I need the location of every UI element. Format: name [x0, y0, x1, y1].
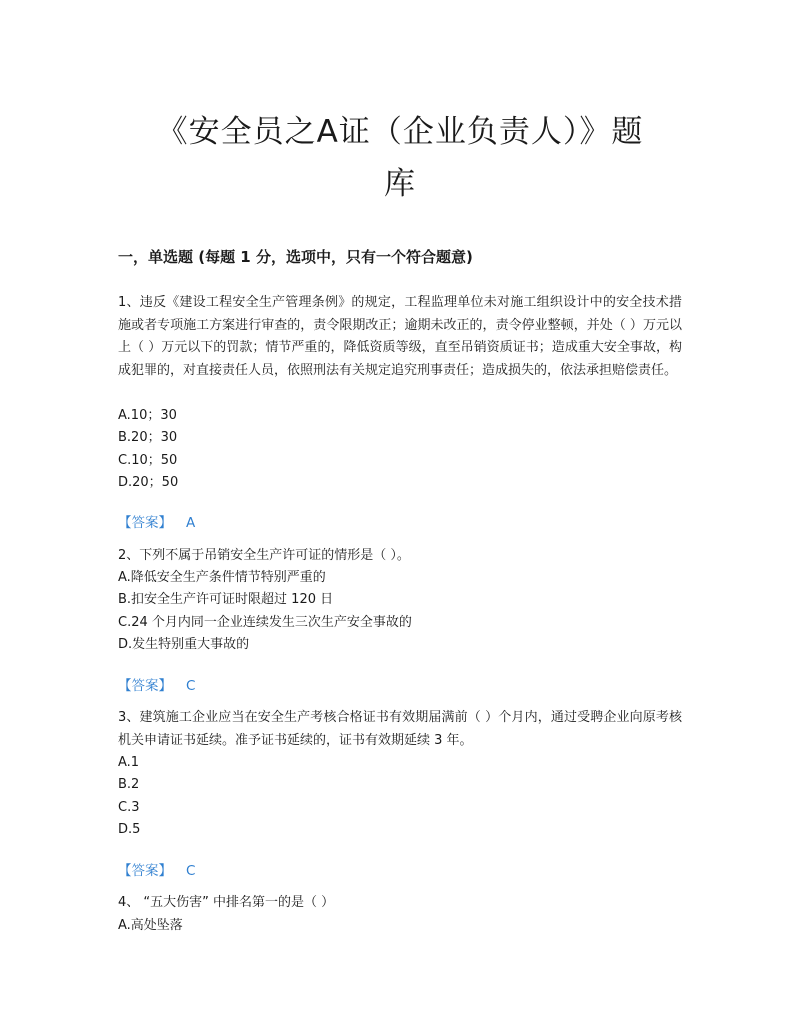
document-title [110, 106, 690, 210]
question-2-answer [118, 674, 195, 694]
question-3-text: 3、建筑施工企业应当在安全生产考核合格证书有效期届满前（ ）个月内，通过受聘企业向原考核机关申请证书延续。准予证书延续的，证书有效期延续 3 年。 [118, 710, 682, 748]
question-2-option-c: C.24 个月内同一企业连续发生三次生产安全事故的 [118, 615, 412, 630]
question-3-option-a: A.1 [118, 755, 140, 770]
question-4-text: 4、 “五大伤害” 中排名第一的是（ ） [118, 895, 335, 910]
question-1-option-c: C.10；50 [118, 453, 178, 468]
question-1-option-a: A.10；30 [118, 408, 177, 423]
question-1-answer [118, 511, 195, 531]
answer-label: 【答案】 [118, 863, 172, 879]
section-heading: 一，单选题 (每题 1 分，选项中，只有一个符合题意) [118, 248, 473, 266]
answer-value: C [186, 863, 196, 879]
answer-value: C [186, 678, 196, 694]
answer-value: A [186, 515, 196, 531]
question-2-text: 2、下列不属于吊销安全生产许可证的情形是（ ）。 [118, 548, 410, 563]
question-2-option-d: D.发生特别重大事故的 [118, 637, 250, 652]
answer-label: 【答案】 [118, 678, 172, 694]
question-3-option-d: D.5 [118, 822, 141, 837]
question-2-option-a: A.降低安全生产条件情节特别严重的 [118, 570, 326, 585]
question-1-option-b: B.20；30 [118, 430, 178, 445]
question-4-option-a: A.高处坠落 [118, 918, 183, 933]
question-3-answer [118, 859, 195, 879]
title-line-2: 库 [384, 166, 416, 202]
question-1-text: 1、违反《建设工程安全生产管理条例》的规定，工程监理单位未对施工组织设计中的安全技术措施或者专项施工方案进行审查的，责令限期改正；逾期未改正的，责令停业整顿，并处（ ）万元以上（ ）万元以下的罚款；情节严重的，降低资质等级，直至吊销资质证书；造成重大安全事故，构成犯罪的，对直接责任人员，依照刑法有关规定追究刑事责任；造成损失的，依法承担赔偿责任。 [118, 295, 682, 378]
question-2-option-b: B.扣安全生产许可证时限超过 120 日 [118, 592, 334, 607]
question-3-option-b: B.2 [118, 777, 140, 792]
question-3-option-c: C.3 [118, 800, 140, 815]
answer-label: 【答案】 [118, 515, 172, 531]
question-1-option-d: D.20；50 [118, 475, 179, 490]
title-line-1: 《安全员之A证（企业负责人）》题 [156, 114, 644, 150]
